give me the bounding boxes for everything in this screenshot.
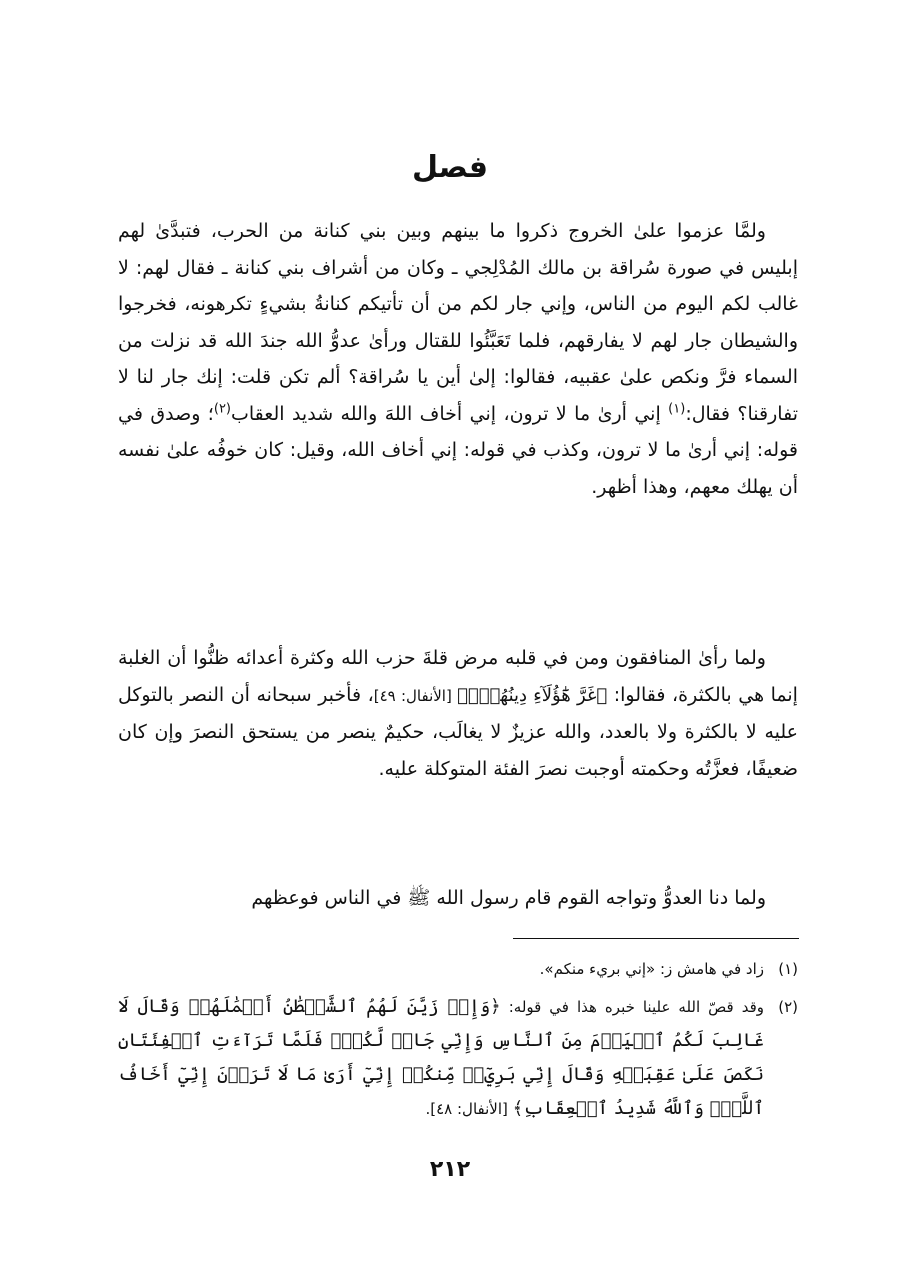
paragraph-1-text-a: ولمَّا عزموا علىٰ الخروج ذكروا ما بينهم وبين بني كنانة من الحرب، فتبدَّىٰ لهم إبليس في صورة سُراقة بن مالك المُدْلِجي ـ وكان من أشراف بني كنانة ـ فقال لهم: لا غالب لكم اليوم من الناس، وإني جار لكم من أن تأتيكم كنانةُ بشيءٍ تكرهونه، فخرجوا والشيطان جار لهم لا يفارقهم، فلما تَعَبَّئُوا للقتال ورأىٰ عدوُّ الله جندَ الله قد نزلت من السماء فرَّ ونكص علىٰ عقبيه، فقالوا: إلىٰ أين يا سُراقة؟ ألم تكن قلت: إنك جار لنا لا تفارقنا؟ فقال: [118,220,798,425]
paragraph-1-text-b: إني أرىٰ ما لا ترون، إني أخاف اللهَ والله شديد العقاب [231,402,669,425]
footnote-text: زاد في هامش ز: «إني بريء منكم». [539,960,764,978]
section-heading: فصل [412,150,488,185]
verse-reference: [الأنفال: ٤٩] [373,686,458,705]
quran-verse-inline: ﴿غَرَّ هَٰٓؤُلَآءِ دِينُهُمۡۗ﴾ [457,684,608,706]
page-number: ٢١٢ [429,1157,471,1182]
paragraph-2 [118,640,798,787]
footnotes-section [118,952,798,1130]
paragraph-2-text-b: ، فأخبر سبحانه أن النصر بالتوكل عليه لا بالكثرة ولا بالعدد، والله عزيزٌ لا يغالَب، حكيمٌ ينصر من يستحق النصرَ وإن كان ضعيفًا، فعزَّتُه وحكمته أوجبت نصرَ الفئة المتوكلة عليه. [118,683,798,780]
footnote-marker-1[interactable]: (١) [668,401,686,417]
footnote-marker-2[interactable]: (٢) [213,401,231,417]
paragraph-3 [118,880,798,917]
footnote-2 [118,990,798,1126]
footnote-body [118,990,764,1126]
paragraph-2-text-a: ولما رأىٰ المنافقون ومن في قلبه مرض قلةَ حزب الله وكثرة أعدائه ظنُّوا أن الغلبة إنما هي بالكثرة، فقالوا: [118,647,798,706]
paragraph-1 [118,213,798,505]
paragraph-3-text: ولما دنا العدوُّ وتواجه القوم قام رسول الله ﷺ في الناس فوعظهم [251,887,766,909]
footnote-1 [118,952,798,986]
paragraph-1-text-c: ؛ وصدق في قوله: إني أرىٰ ما لا ترون، وكذب في قوله: إني أخاف الله، وقيل: كان خوفُه علىٰ نفسه أن يهلك معهم، وهذا أظهر. [118,402,798,498]
footnote-number: (٢) [778,998,798,1016]
footnote-divider [513,938,799,939]
verse-reference: [الأنفال: ٤٨]. [425,1100,513,1118]
footnote-text: وقد قصّ الله علينا خبره هذا في قوله: [500,998,764,1016]
footnote-number: (١) [778,960,798,978]
quran-verse-footnote: ﴿وَإِذۡ زَيَّنَ لَهُمُ ٱلشَّيۡطَٰنُ أَعۡمَٰلَهُمۡ وَقَالَ لَا غَالِبَ لَكُمُ ٱلۡيَوۡمَ مِنَ ٱلنَّاسِ وَإِنِّي جَارٞ لَّكُمۡۖ فَلَمَّا تَرَآءَتِ ٱلۡفِئَتَانِ نَكَصَ عَلَىٰ عَقِبَيۡهِ وَقَالَ إِنِّي بَرِيٓءٞ مِّنكُمۡ إِنِّيٓ أَرَىٰ مَا لَا تَرَوۡنَ إِنِّيٓ أَخَافُ ٱللَّهَۚ وَٱللَّهُ شَدِيدُ ٱلۡعِقَابِ﴾ [118,996,764,1119]
